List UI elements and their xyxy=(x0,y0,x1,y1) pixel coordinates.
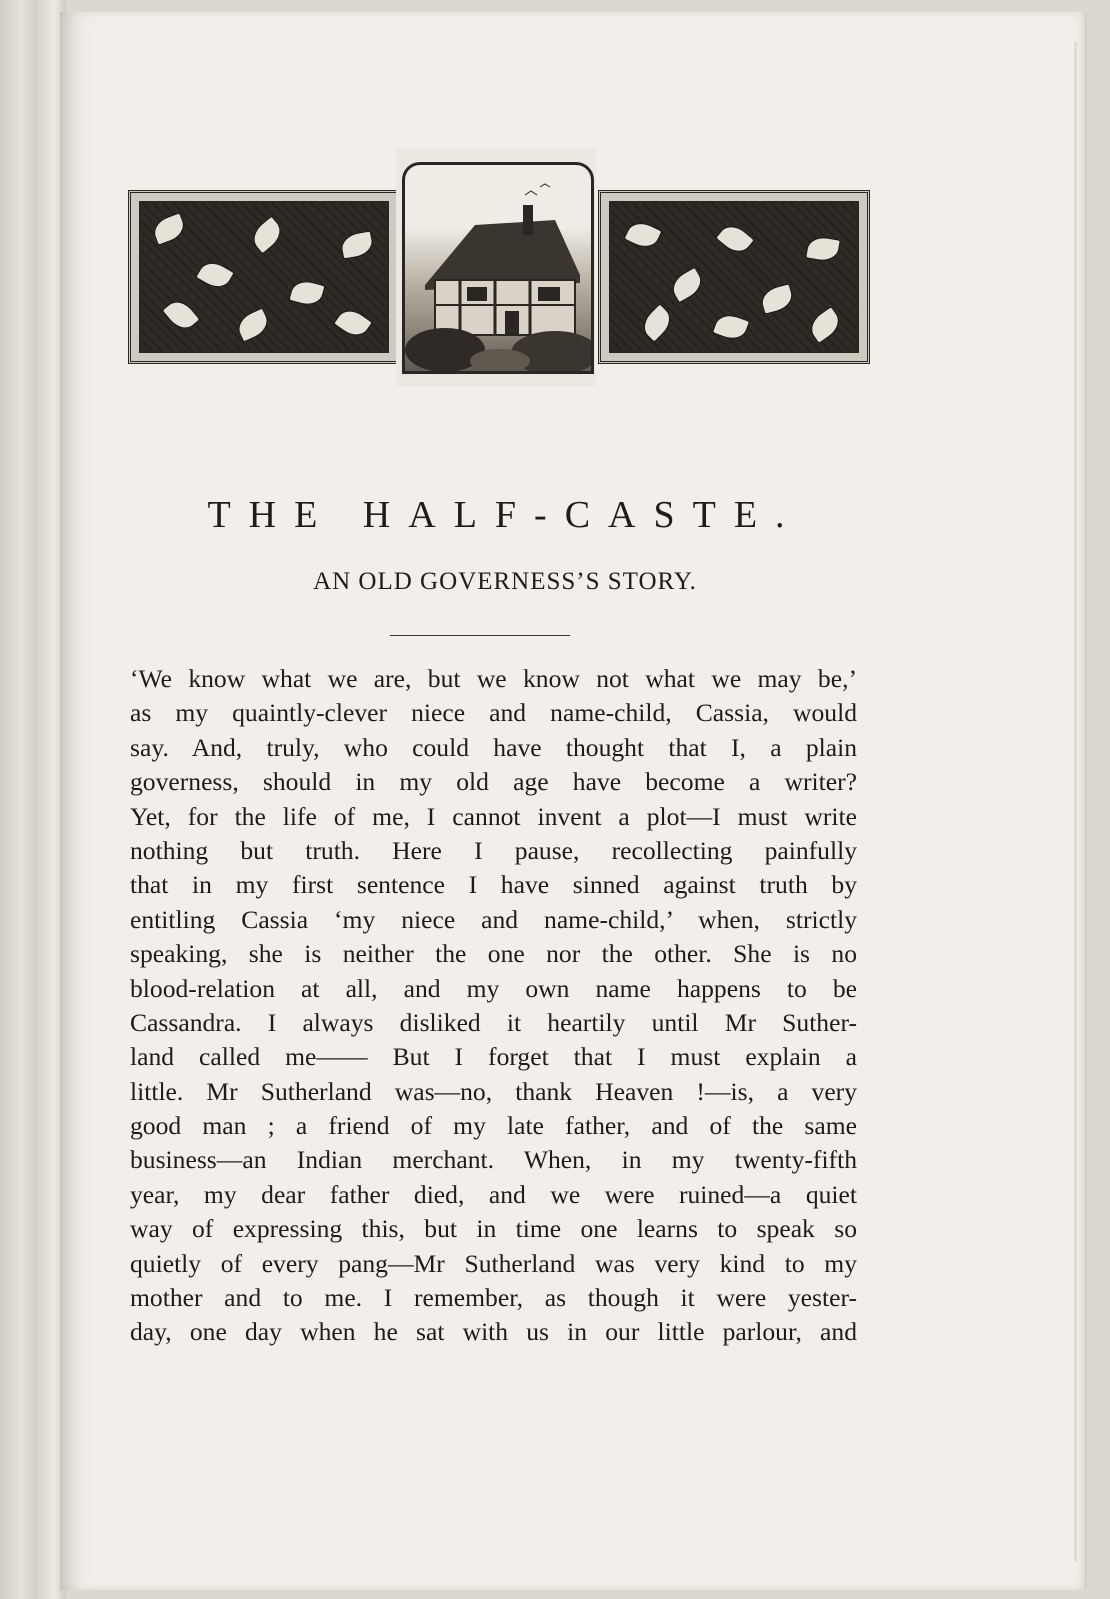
body-line: quietly of every pang—Mr Sutherland was very kind to my xyxy=(130,1248,857,1278)
story-subtitle: AN OLD GOVERNESS’S STORY. xyxy=(313,568,697,595)
body-line: year, my dear father died, and we were ruined—a quiet xyxy=(130,1179,857,1209)
story-title: THE HALF-CASTE. xyxy=(207,494,803,536)
body-line: day, one day when he sat with us in our little parlour, and xyxy=(130,1317,857,1347)
body-line: Cassandra. I always disliked it heartily until Mr Suther- xyxy=(130,1007,857,1037)
headpiece-right-band xyxy=(598,190,870,364)
body-line: entitling Cassia ‘my niece and name-child,’ when, strictly xyxy=(130,904,857,934)
cottage-illustration xyxy=(402,162,594,374)
story-body xyxy=(130,662,857,1350)
body-line: that in my first sentence I have sinned against truth by xyxy=(130,870,857,900)
page-edge xyxy=(1074,42,1077,1562)
body-line: speaking, she is neither the one nor the other. She is no xyxy=(130,939,857,969)
title-rule xyxy=(390,635,570,636)
body-line: land called me—— But I forget that I must explain a xyxy=(130,1042,857,1072)
ornamental-headpiece xyxy=(128,148,868,388)
body-line: as my quaintly-clever niece and name-child, Cassia, would xyxy=(130,698,857,728)
headpiece-left-band xyxy=(128,190,400,364)
body-line: business—an Indian merchant. When, in my twenty-fifth xyxy=(130,1145,857,1175)
vine-pattern-right xyxy=(609,201,859,353)
body-line: say. And, truly, who could have thought that I, a plain xyxy=(130,732,857,762)
body-line: little. Mr Sutherland was—no, thank Heaven !—is, a very xyxy=(130,1076,857,1106)
cottage-vignette xyxy=(396,148,596,386)
body-line: Yet, for the life of me, I cannot invent a plot—I must write xyxy=(130,801,857,831)
cottage-drawing xyxy=(405,165,591,371)
vine-pattern-left xyxy=(139,201,389,353)
body-line: mother and to me. I remember, as though it were yester- xyxy=(130,1283,857,1313)
body-line: governess, should in my old age have become a writer? xyxy=(130,767,857,797)
body-line: nothing but truth. Here I pause, recollecting painfully xyxy=(130,835,857,865)
body-line: ‘We know what we are, but we know not what we may be,’ xyxy=(130,664,857,693)
body-line: way of expressing this, but in time one learns to speak so xyxy=(130,1214,857,1244)
body-line: good man ; a friend of my late father, and of the same xyxy=(130,1111,857,1141)
body-line: blood-relation at all, and my own name happens to be xyxy=(130,973,857,1003)
